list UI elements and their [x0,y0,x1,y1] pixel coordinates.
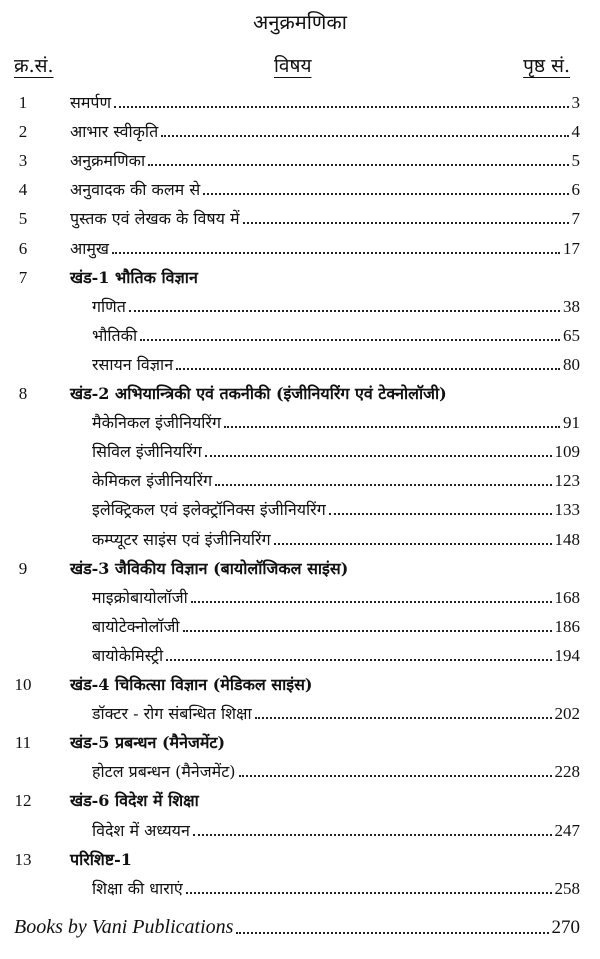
leader-dots [205,455,552,457]
leader-dots [161,135,568,137]
row-page: 168 [554,587,580,607]
row-page: 258 [554,878,580,898]
row-entry [92,614,580,640]
row-title: बायोकेमिस्ट्री [92,645,164,665]
toc-row [0,701,600,727]
row-number: 13 [14,849,32,869]
row-entry [70,236,580,262]
row-number: 4 [18,180,28,200]
leader-dots [166,659,551,661]
row-title: मैकेनिकल इंजीनियरिंग [92,413,221,433]
toc-row [0,294,600,320]
row-title: खंड-6 विदेश में शिक्षा [70,791,199,811]
row-entry [70,556,580,582]
row-title: आमुख [70,238,110,258]
row-title: गणित [92,296,126,316]
row-page: 109 [554,442,580,462]
toc-row [0,759,600,785]
toc-row [0,556,600,582]
row-entry [70,90,580,116]
row-title: केमिकल इंजीनियरिंग [92,471,213,491]
row-entry [92,294,580,320]
row-entry [92,497,580,523]
row-number: 12 [14,791,32,811]
row-page: 186 [554,616,580,636]
row-entry [92,701,580,727]
row-title: डॉक्टर - रोग संबन्धित शिक्षा [92,704,252,724]
toc-row [0,788,600,814]
leader-dots [183,630,552,632]
leader-dots [112,252,560,254]
leader-dots [224,426,560,428]
toc-row [0,177,600,203]
leader-dots [148,164,568,166]
row-page: 6 [571,180,580,200]
toc-row [0,381,600,407]
leader-dots [193,834,552,836]
leader-dots [203,193,568,195]
toc-row [0,847,600,873]
row-entry [70,206,580,232]
row-title: माइक्रोबायोलॉजी [92,587,188,607]
row-entry [70,381,580,407]
row-number: 3 [18,151,28,171]
row-title: खंड-2 अभियान्त्रिकी एवं तकनीकी (इंजीनियरिंग एवं टेक्नोलॉजी) [70,384,447,403]
row-page: 65 [563,325,580,345]
toc-row [0,527,600,553]
toc-row [0,236,600,262]
row-number: 7 [18,267,28,287]
row-page: 5 [571,151,580,171]
row-entry [92,876,580,902]
row-entry [92,643,580,669]
row-page: 38 [563,296,580,316]
leader-dots [274,543,552,545]
toc-row [0,730,600,756]
toc-row [0,148,600,174]
leader-dots [243,222,569,224]
row-title: होटल प्रबन्धन (मैनेजमेंट) [92,762,236,782]
toc-row [0,206,600,232]
toc-row [0,323,600,349]
row-page: 148 [554,529,580,549]
row-number: 6 [18,238,28,258]
header-page-number: पृष्ठ सं. [523,55,570,77]
row-entry [70,847,580,873]
header-subject: विषय [274,55,312,77]
leader-dots [239,775,552,777]
toc-row [0,614,600,640]
row-number: 1 [18,93,28,112]
row-page: 7 [571,209,580,229]
toc-row [0,643,600,669]
row-title: कम्प्यूटर साइंस एवं इंजीनियरिंग [92,529,271,549]
row-entry [70,265,580,291]
row-page: 3 [571,93,580,112]
row-entry [92,527,580,553]
leader-dots [186,892,552,894]
row-entry [70,730,580,756]
leader-dots [236,932,548,934]
row-title: सिविल इंजीनियरिंग [92,442,202,462]
row-page: 17 [563,238,580,258]
toc-row [0,876,600,902]
row-entry [92,818,580,844]
toc-footer [14,916,580,942]
leader-dots [215,484,551,486]
row-title: शिक्षा की धाराएं [92,878,183,898]
row-entry [70,672,580,698]
leader-dots [176,368,560,370]
toc-row [0,265,600,291]
toc-row [0,410,600,436]
row-entry [92,468,580,494]
row-page: 194 [554,645,580,665]
row-title: खंड-5 प्रबन्धन (मैनेजमेंट) [70,733,226,753]
row-title: आभार स्वीकृति [70,122,159,142]
row-title: खंड-4 चिकित्सा विज्ञान (मेडिकल साइंस) [70,675,313,694]
row-number: 10 [14,675,32,694]
toc-row [0,818,600,844]
row-title: समर्पण [70,93,112,112]
footer-text: Books by Vani Publications [14,916,234,938]
row-title: विदेश में अध्ययन [92,820,190,840]
row-title: रसायन विज्ञान [92,354,174,374]
header-serial-number: क्र.सं. [14,55,54,77]
row-page: 228 [554,762,580,782]
row-title: पुस्तक एवं लेखक के विषय में [70,209,240,229]
row-title: बायोटेक्नोलॉजी [92,616,180,636]
toc-row [0,672,600,698]
toc-row [0,90,600,116]
toc-row [0,439,600,465]
toc-row [0,497,600,523]
leader-dots [191,601,552,603]
row-entry [92,410,580,436]
row-page: 133 [554,500,580,520]
leader-dots [114,106,568,108]
toc-row [0,585,600,611]
row-page: 80 [563,354,580,374]
row-entry [92,352,580,378]
row-title: खंड-1 भौतिक विज्ञान [70,267,198,287]
footer-page: 270 [551,917,580,938]
row-entry [70,788,580,814]
row-entry [92,585,580,611]
row-page: 91 [563,413,580,433]
row-number: 8 [18,384,28,403]
row-page: 202 [554,704,580,724]
row-title: खंड-3 जैविकीय विज्ञान (बायोलॉजिकल साइंस) [70,558,349,578]
row-number: 9 [18,558,28,578]
toc-row [0,352,600,378]
leader-dots [329,513,552,515]
row-entry [70,177,580,203]
row-number: 2 [18,122,28,142]
row-entry [70,119,580,145]
row-number: 11 [14,733,32,753]
row-entry [92,759,580,785]
row-title: अनुवादक की कलम से [70,180,201,200]
row-title: परिशिष्ट-1 [70,849,132,869]
row-entry [92,439,580,465]
leader-dots [140,339,560,341]
row-title: अनुक्रमणिका [70,151,146,171]
row-entry [70,148,580,174]
toc-row [0,468,600,494]
toc-row [0,119,600,145]
row-page: 123 [554,471,580,491]
leader-dots [255,717,552,719]
row-number: 5 [18,209,28,229]
row-title: भौतिकी [92,325,138,345]
row-title: इलेक्ट्रिकल एवं इलेक्ट्रॉनिक्स इंजीनियरिंग [92,500,326,520]
page-title: अनुक्रमणिका [253,10,347,34]
row-page: 247 [554,820,580,840]
row-page: 4 [571,122,580,142]
row-entry [92,323,580,349]
leader-dots [129,310,560,312]
